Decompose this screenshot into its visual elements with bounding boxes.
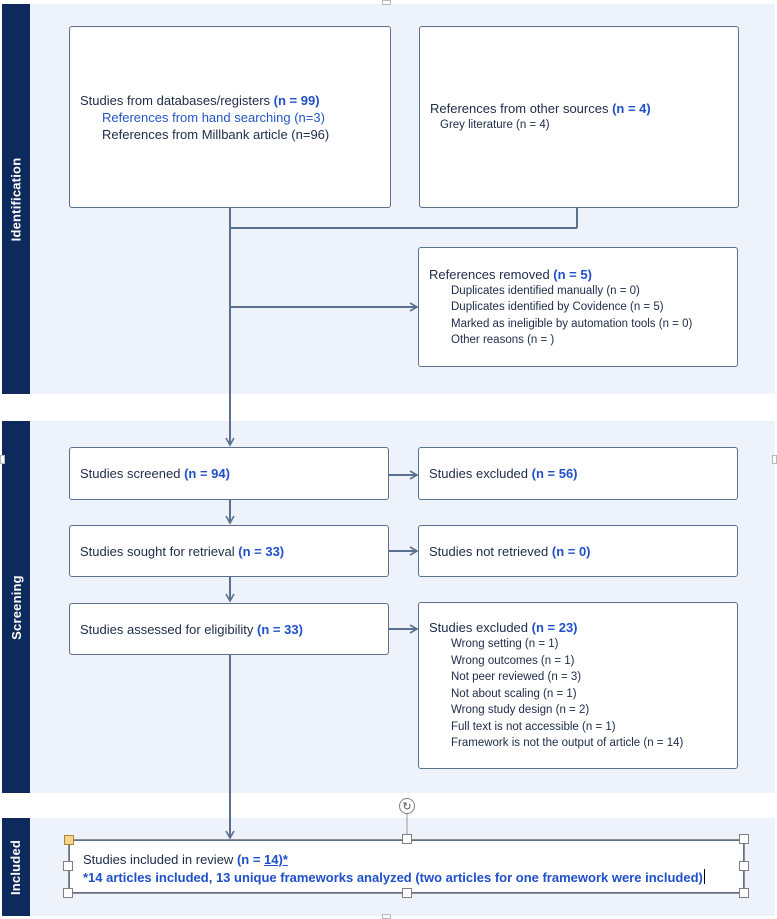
included-title: Studies included in review — [83, 852, 234, 867]
screened-title: Studies screened — [80, 466, 181, 481]
exclusion-reason: Wrong setting (n = 1) — [451, 638, 559, 650]
excluded-full-box — [418, 602, 738, 769]
resize-handle-top-middle[interactable] — [402, 834, 412, 844]
resize-handle-top-right[interactable] — [739, 834, 749, 844]
excluded-screen-box — [418, 447, 738, 500]
canvas-handle-right[interactable] — [772, 455, 777, 464]
excluded-screen-count: (n = 56) — [531, 466, 578, 481]
sought-count: (n = 33) — [238, 543, 285, 559]
assessed-count: (n = 33) — [257, 621, 303, 637]
not-retrieved-count: (n = 0) — [551, 543, 591, 559]
included-count-prefix: (n = — [236, 852, 265, 867]
resize-handle-bottom-left[interactable] — [63, 888, 73, 898]
phase-included-label: Included — [2, 818, 30, 916]
included-count-value: 14)* — [264, 852, 288, 867]
databases-title: Studies from databases/registers — [80, 92, 271, 108]
excluded-full-title: Studies excluded — [429, 620, 529, 635]
not-retrieved-box — [418, 525, 738, 577]
text-cursor — [704, 869, 705, 884]
exclusion-reason: Wrong outcomes (n = 1) — [451, 654, 575, 667]
millbank-line: References from Millbank article (n=96) — [102, 126, 330, 142]
databases-count: (n = 99) — [273, 92, 320, 108]
removed-item: Marked as ineligible by automation tools (n = 0) — [451, 317, 693, 330]
screened-box — [69, 447, 389, 500]
exclusion-reason: Full text is not accessible (n = 1) — [451, 720, 616, 733]
canvas-handle-left[interactable] — [0, 455, 5, 464]
rotate-handle-icon[interactable]: ↻ — [399, 798, 415, 814]
exclusion-reason: Not peer reviewed (n = 3) — [451, 671, 582, 683]
removed-item: Duplicates identified by Covidence (n = 5) — [451, 301, 664, 313]
exclusion-reason: Not about scaling (n = 1) — [451, 687, 577, 700]
removed-count: (n = 5) — [553, 266, 592, 282]
sought-box — [69, 525, 389, 577]
hand-searching-line: References from hand searching (n=3) — [102, 109, 325, 125]
resize-handle-bottom-middle[interactable] — [402, 888, 412, 898]
included-text-block[interactable] — [83, 851, 743, 887]
phase-screening-label: Screening — [2, 421, 30, 793]
resize-handle-middle-right[interactable] — [739, 861, 749, 871]
databases-box — [69, 26, 391, 208]
exclusion-reason: Framework is not the output of article (n = 14) — [451, 737, 684, 749]
other-sources-box — [419, 26, 739, 208]
removed-box — [418, 247, 738, 367]
removed-item: Duplicates identified manually (n = 0) — [451, 284, 640, 297]
included-note: *14 articles included, 13 unique frameworks analyzed (two articles for one framework were included) — [83, 870, 703, 885]
exclusion-reason: Wrong study design (n = 2) — [451, 704, 590, 716]
canvas-handle-bottom[interactable] — [382, 914, 391, 919]
assessed-title: Studies assessed for eligibility — [80, 621, 254, 637]
resize-handle-middle-left[interactable] — [63, 861, 73, 871]
sought-title: Studies sought for retrieval — [80, 543, 235, 559]
other-sources-count: (n = 4) — [612, 101, 651, 117]
assessed-box — [69, 603, 389, 655]
grey-literature-line: Grey literature (n = 4) — [440, 119, 550, 132]
resize-handle-bottom-right[interactable] — [739, 888, 749, 898]
excluded-full-count: (n = 23) — [531, 620, 578, 635]
adjust-handle-icon[interactable] — [64, 835, 74, 845]
removed-title: References removed — [429, 266, 550, 282]
removed-item: Other reasons (n = ) — [451, 334, 555, 346]
not-retrieved-title: Studies not retrieved — [429, 543, 549, 559]
canvas-handle-top[interactable] — [382, 0, 391, 5]
screened-count: (n = 94) — [184, 466, 230, 481]
excluded-screen-title: Studies excluded — [429, 466, 529, 481]
other-sources-title: References from other sources — [430, 101, 609, 117]
phase-identification-label: Identification — [2, 4, 30, 394]
